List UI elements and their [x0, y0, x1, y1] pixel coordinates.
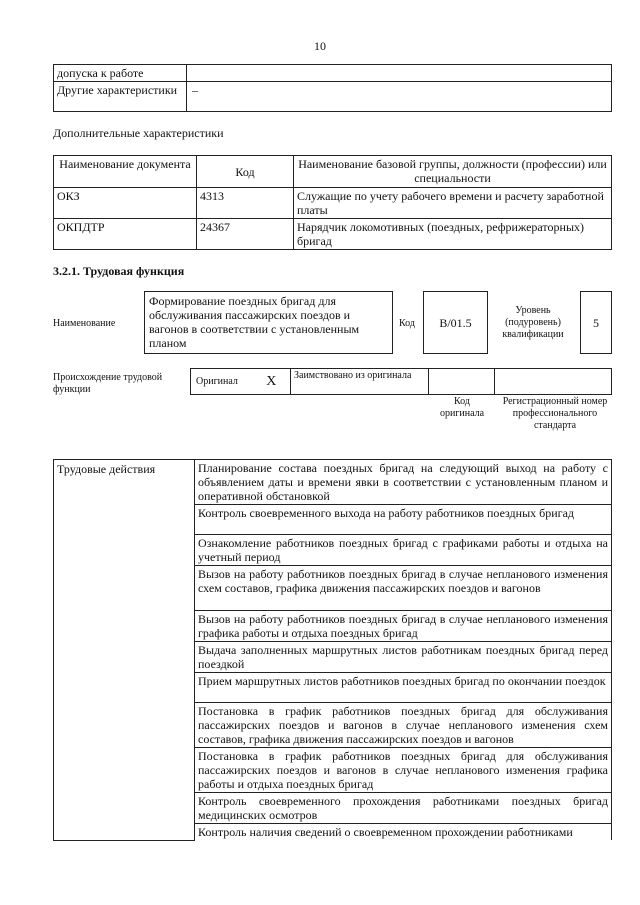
registration-caption: Регистрационный номер профессионального стандарта [502, 396, 608, 431]
code-label: Код [399, 318, 415, 329]
level-label: Уровень (подуровень) квалификации [502, 305, 564, 340]
row-label-other: Другие характеристики [54, 82, 187, 112]
cell-code: 24367 [197, 219, 294, 250]
list-item: Контроль наличия сведений о своевременном прохождении работниками [195, 824, 612, 841]
list-item: Контроль своевременного прохождения работниками поездных бригад медицинских осмотров [195, 793, 612, 824]
list-item: Постановка в график работников поездных бригад для обслуживания пассажирских поездов и вагонов в случае непланового изменения графика работы и отдыха поездных бригад [195, 748, 612, 793]
original-code-cell [429, 369, 495, 395]
origin-label: Происхождение трудовой функции [53, 372, 163, 395]
labor-actions-table [53, 459, 612, 841]
list-item: Выдача заполненных маршрутных листов работникам поездных бригад перед поездкой [195, 642, 612, 673]
cell-code: 4313 [197, 188, 294, 219]
original-mark: X [253, 369, 291, 395]
level-box [580, 291, 612, 354]
list-item: Контроль своевременного выхода на работу работников поездных бригад [195, 505, 612, 535]
cell-group-name: Нарядчик локомотивных (поездных, рефрижераторных) бригад [294, 219, 612, 250]
origin-table [190, 368, 612, 395]
table-row [54, 219, 612, 250]
list-item: Вызов на работу работников поездных бригад в случае непланового изменения схем составов, графика движения пассажирских поездов и вагонов [195, 566, 612, 611]
level-value: 5 [593, 315, 599, 330]
original-label: Оригинал [191, 369, 253, 395]
additional-table [53, 155, 612, 250]
header-code: Код [197, 156, 294, 188]
function-code-box [423, 291, 488, 354]
list-item: Вызов на работу работников поездных бригад в случае непланового изменения графика работы и отдыха поездных бригад [195, 611, 612, 642]
header-document: Наименование документа [54, 156, 197, 188]
function-name-value: Формирование поездных бригад для обслуживания пассажирских поездов и вагонов в соответствии с установленным планом [149, 294, 360, 350]
cell-document: ОКПДТР [54, 219, 197, 250]
code-original-caption: Код оригинала [439, 396, 485, 419]
function-heading: 3.2.1. Трудовая функция [53, 264, 185, 278]
row-label-admission: допуска к работе [54, 65, 187, 82]
table-row [54, 188, 612, 219]
function-code-value: B/01.5 [439, 315, 472, 330]
cell-group-name: Служащие по учету рабочего времени и расчету заработной платы [294, 188, 612, 219]
function-name-box [144, 291, 393, 354]
row-value-admission [187, 65, 612, 82]
row-value-other: – [187, 82, 612, 112]
additional-heading: Дополнительные характеристики [53, 126, 224, 140]
header-group-name: Наименование базовой группы, должности (профессии) или специальности [294, 156, 612, 188]
top-table [53, 64, 612, 112]
list-item: Постановка в график работников поездных бригад для обслуживания пассажирских поездов и вагонов в случае непланового изменения схем составов, графика движения пассажирских поездов и вагонов [195, 703, 612, 748]
labor-actions-label: Трудовые действия [54, 460, 195, 841]
page-number: 10 [314, 39, 326, 53]
name-label: Наименование [53, 318, 116, 329]
registration-number-cell [495, 369, 612, 395]
cell-document: ОКЗ [54, 188, 197, 219]
list-item: Ознакомление работников поездных бригад с графиками работы и отдыха на учетный период [195, 535, 612, 566]
list-item: Прием маршрутных листов работников поездных бригад по окончании поездок [195, 673, 612, 703]
list-item: Планирование состава поездных бригад на следующий выход на работу с объявлением даты и времени явки в соответствии с установленным планом и оперативной обстановкой [195, 460, 612, 505]
borrowed-label: Заимствовано из оригинала [291, 369, 429, 395]
